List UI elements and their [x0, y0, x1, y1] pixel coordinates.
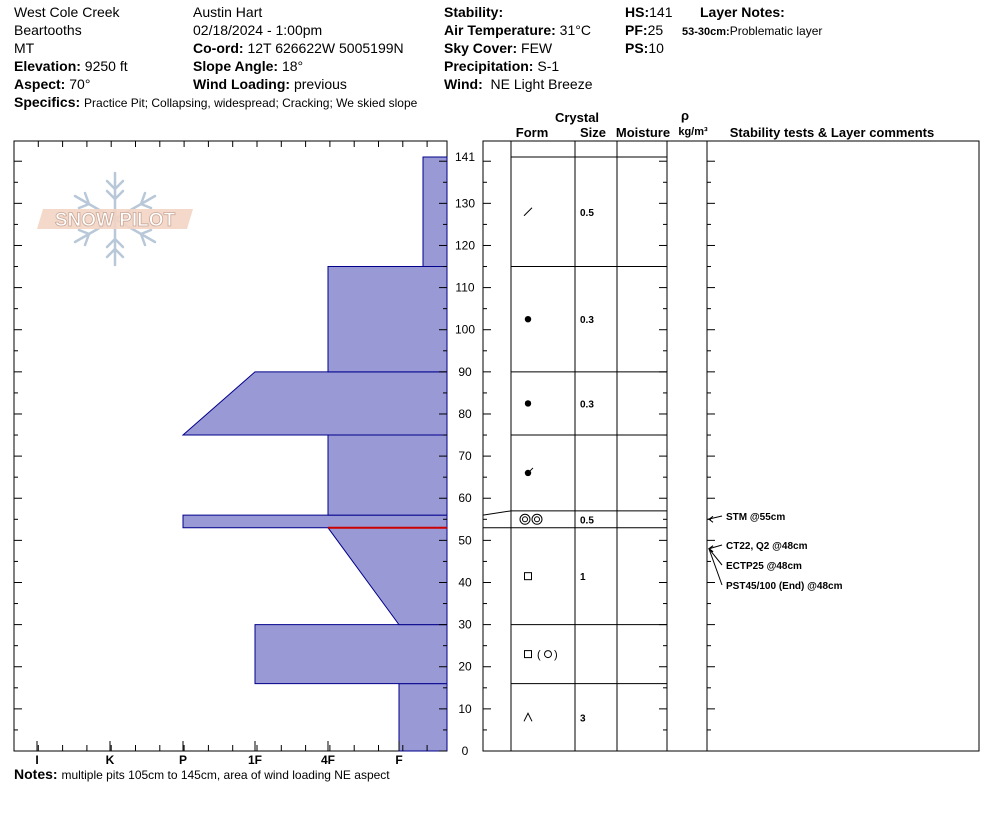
stability-test-label: PST45/100 (End) @48cm	[726, 581, 843, 592]
stability-test-label: CT22, Q2 @48cm	[726, 541, 808, 552]
stability-tests-heading: Stability tests & Layer comments	[729, 125, 935, 140]
sky-value: FEW	[521, 40, 553, 56]
ps-label: PS:	[625, 40, 649, 56]
grain-size-label: 0.3	[580, 399, 594, 411]
rounded-icon	[525, 400, 531, 406]
melt-forms-icon	[520, 514, 542, 524]
air-temp-value: 31°C	[559, 22, 591, 38]
test-pointer	[709, 549, 722, 565]
precip-label: Precipitation:	[444, 58, 534, 74]
grain-size-label: 0.5	[580, 515, 594, 527]
depth-tick-label: 100	[454, 322, 476, 337]
hardness-tick-label: 4F	[320, 753, 336, 767]
wind-value: NE Light Breeze	[490, 76, 593, 92]
elevation-value: 9250 ft	[84, 58, 128, 74]
decomposing-rounded-icon	[525, 468, 533, 476]
layer-note-text: Problematic layer	[729, 24, 823, 38]
hardness-layer-bar	[423, 157, 447, 267]
hoar-caret	[524, 713, 532, 721]
hardness-tick-label: P	[178, 753, 188, 767]
layer-note-range: 53-30cm:	[682, 26, 730, 38]
elevation-label: Elevation:	[14, 58, 81, 74]
aspect-label: Aspect:	[14, 76, 66, 92]
grain-size-label: 0.5	[580, 207, 594, 219]
coord-value: 12T 626622W 5005199N	[247, 40, 404, 56]
depth-tick-label: 110	[455, 280, 475, 295]
snowpilot-logo	[37, 173, 193, 265]
faceted-rounded-icon	[525, 649, 558, 661]
layer-connector	[483, 511, 511, 515]
faceted-icon	[525, 573, 532, 580]
density-unit: kg/m³	[678, 126, 708, 138]
location-name: West Cole Creek	[14, 4, 120, 20]
facet-square	[525, 651, 532, 658]
depth-tick-label: 40	[458, 575, 472, 590]
mountain-range: Beartooths	[14, 22, 82, 38]
depth-tick-label: 120	[454, 238, 476, 253]
ps-value: 10	[648, 40, 664, 56]
round-circle	[545, 651, 552, 658]
depth-tick-label: 90	[458, 364, 472, 379]
stability-test-label: STM @55cm	[726, 512, 786, 523]
hs-label: HS:	[625, 4, 650, 20]
wind-label: Wind:	[444, 76, 483, 92]
logo-text: SNOW PILOT	[54, 210, 176, 231]
rounded-dot	[525, 316, 531, 322]
paren: )	[554, 649, 558, 662]
grain-size-label: 1	[580, 572, 586, 584]
stability-test-label: ECTP25 @48cm	[726, 561, 802, 572]
depth-tick-label: 10	[458, 701, 472, 716]
precipitation-particles-icon	[524, 208, 532, 216]
crystal-heading: Crystal	[554, 110, 600, 125]
slope-value: 18°	[281, 58, 304, 74]
hardness-tick-label: F	[395, 753, 403, 767]
specifics-label: Specifics:	[14, 94, 81, 110]
hardness-layer-bar	[255, 625, 447, 684]
depth-tick-label: 80	[458, 406, 472, 421]
grain-size-label: 3	[580, 713, 586, 725]
depth-tick-label: 0	[461, 744, 469, 758]
notes-value: multiple pits 105cm to 145cm, area of wind loading NE aspect	[61, 768, 390, 782]
coord-label: Co-ord:	[193, 40, 244, 56]
hardness-layer-bar	[399, 684, 447, 751]
hardness-tick-label: 1F	[247, 753, 263, 767]
size-heading: Size	[579, 125, 607, 140]
hardness-layer-bar	[328, 267, 447, 372]
pf-label: PF:	[625, 22, 648, 38]
melt-outer	[520, 514, 530, 524]
hardness-tick-label: K	[105, 753, 115, 767]
facet-square	[525, 573, 532, 580]
rounded-icon	[525, 316, 531, 322]
air-temp-label: Air Temperature:	[444, 22, 556, 38]
moisture-heading: Moisture	[615, 125, 671, 140]
hs-value: 141	[649, 4, 673, 20]
hardness-layer-bar	[183, 515, 447, 528]
hardness-layer-bar	[328, 528, 447, 625]
depth-tick-label: 141	[454, 150, 476, 164]
notes	[14, 766, 390, 784]
melt-inner	[535, 517, 540, 522]
notes-label: Notes:	[14, 766, 58, 782]
wind-loading-label: Wind Loading:	[193, 76, 291, 92]
depth-tick-label: 60	[458, 491, 472, 506]
precip-value: S-1	[537, 58, 560, 74]
form-heading: Form	[515, 125, 549, 140]
layer-notes-label: Layer Notes:	[700, 4, 785, 20]
slope-label: Slope Angle:	[193, 58, 279, 74]
depth-tick-label: 50	[458, 533, 472, 548]
density-symbol: ρ	[680, 108, 690, 123]
observation-datetime: 02/18/2024 - 1:00pm	[193, 22, 323, 38]
precip-stroke	[524, 208, 532, 216]
test-pointer	[709, 549, 722, 585]
rounded-dot	[525, 400, 531, 406]
depth-tick-label: 130	[454, 196, 476, 211]
hardness-layer-bar	[328, 435, 447, 515]
specifics-value: Practice Pit; Collapsing, widespread; Cracking; We skied slope	[84, 96, 418, 110]
hardness-layer-bar	[183, 372, 447, 435]
pf-value: 25	[647, 22, 664, 38]
grain-size-label: 0.3	[580, 315, 594, 327]
stability-label: Stability:	[444, 4, 504, 20]
wind-loading-value: previous	[293, 76, 347, 92]
depth-tick-label: 30	[458, 617, 472, 632]
state: MT	[14, 40, 35, 56]
paren: (	[537, 649, 541, 662]
hardness-tick-label: I	[35, 753, 39, 767]
melt-inner	[523, 517, 528, 522]
sky-label: Sky Cover:	[444, 40, 518, 56]
melt-outer	[532, 514, 542, 524]
depth-hoar-icon	[524, 713, 532, 721]
depth-tick-label: 20	[458, 659, 472, 674]
observer-name: Austin Hart	[193, 4, 263, 20]
depth-tick-label: 70	[458, 449, 472, 464]
aspect-value: 70°	[69, 76, 91, 92]
